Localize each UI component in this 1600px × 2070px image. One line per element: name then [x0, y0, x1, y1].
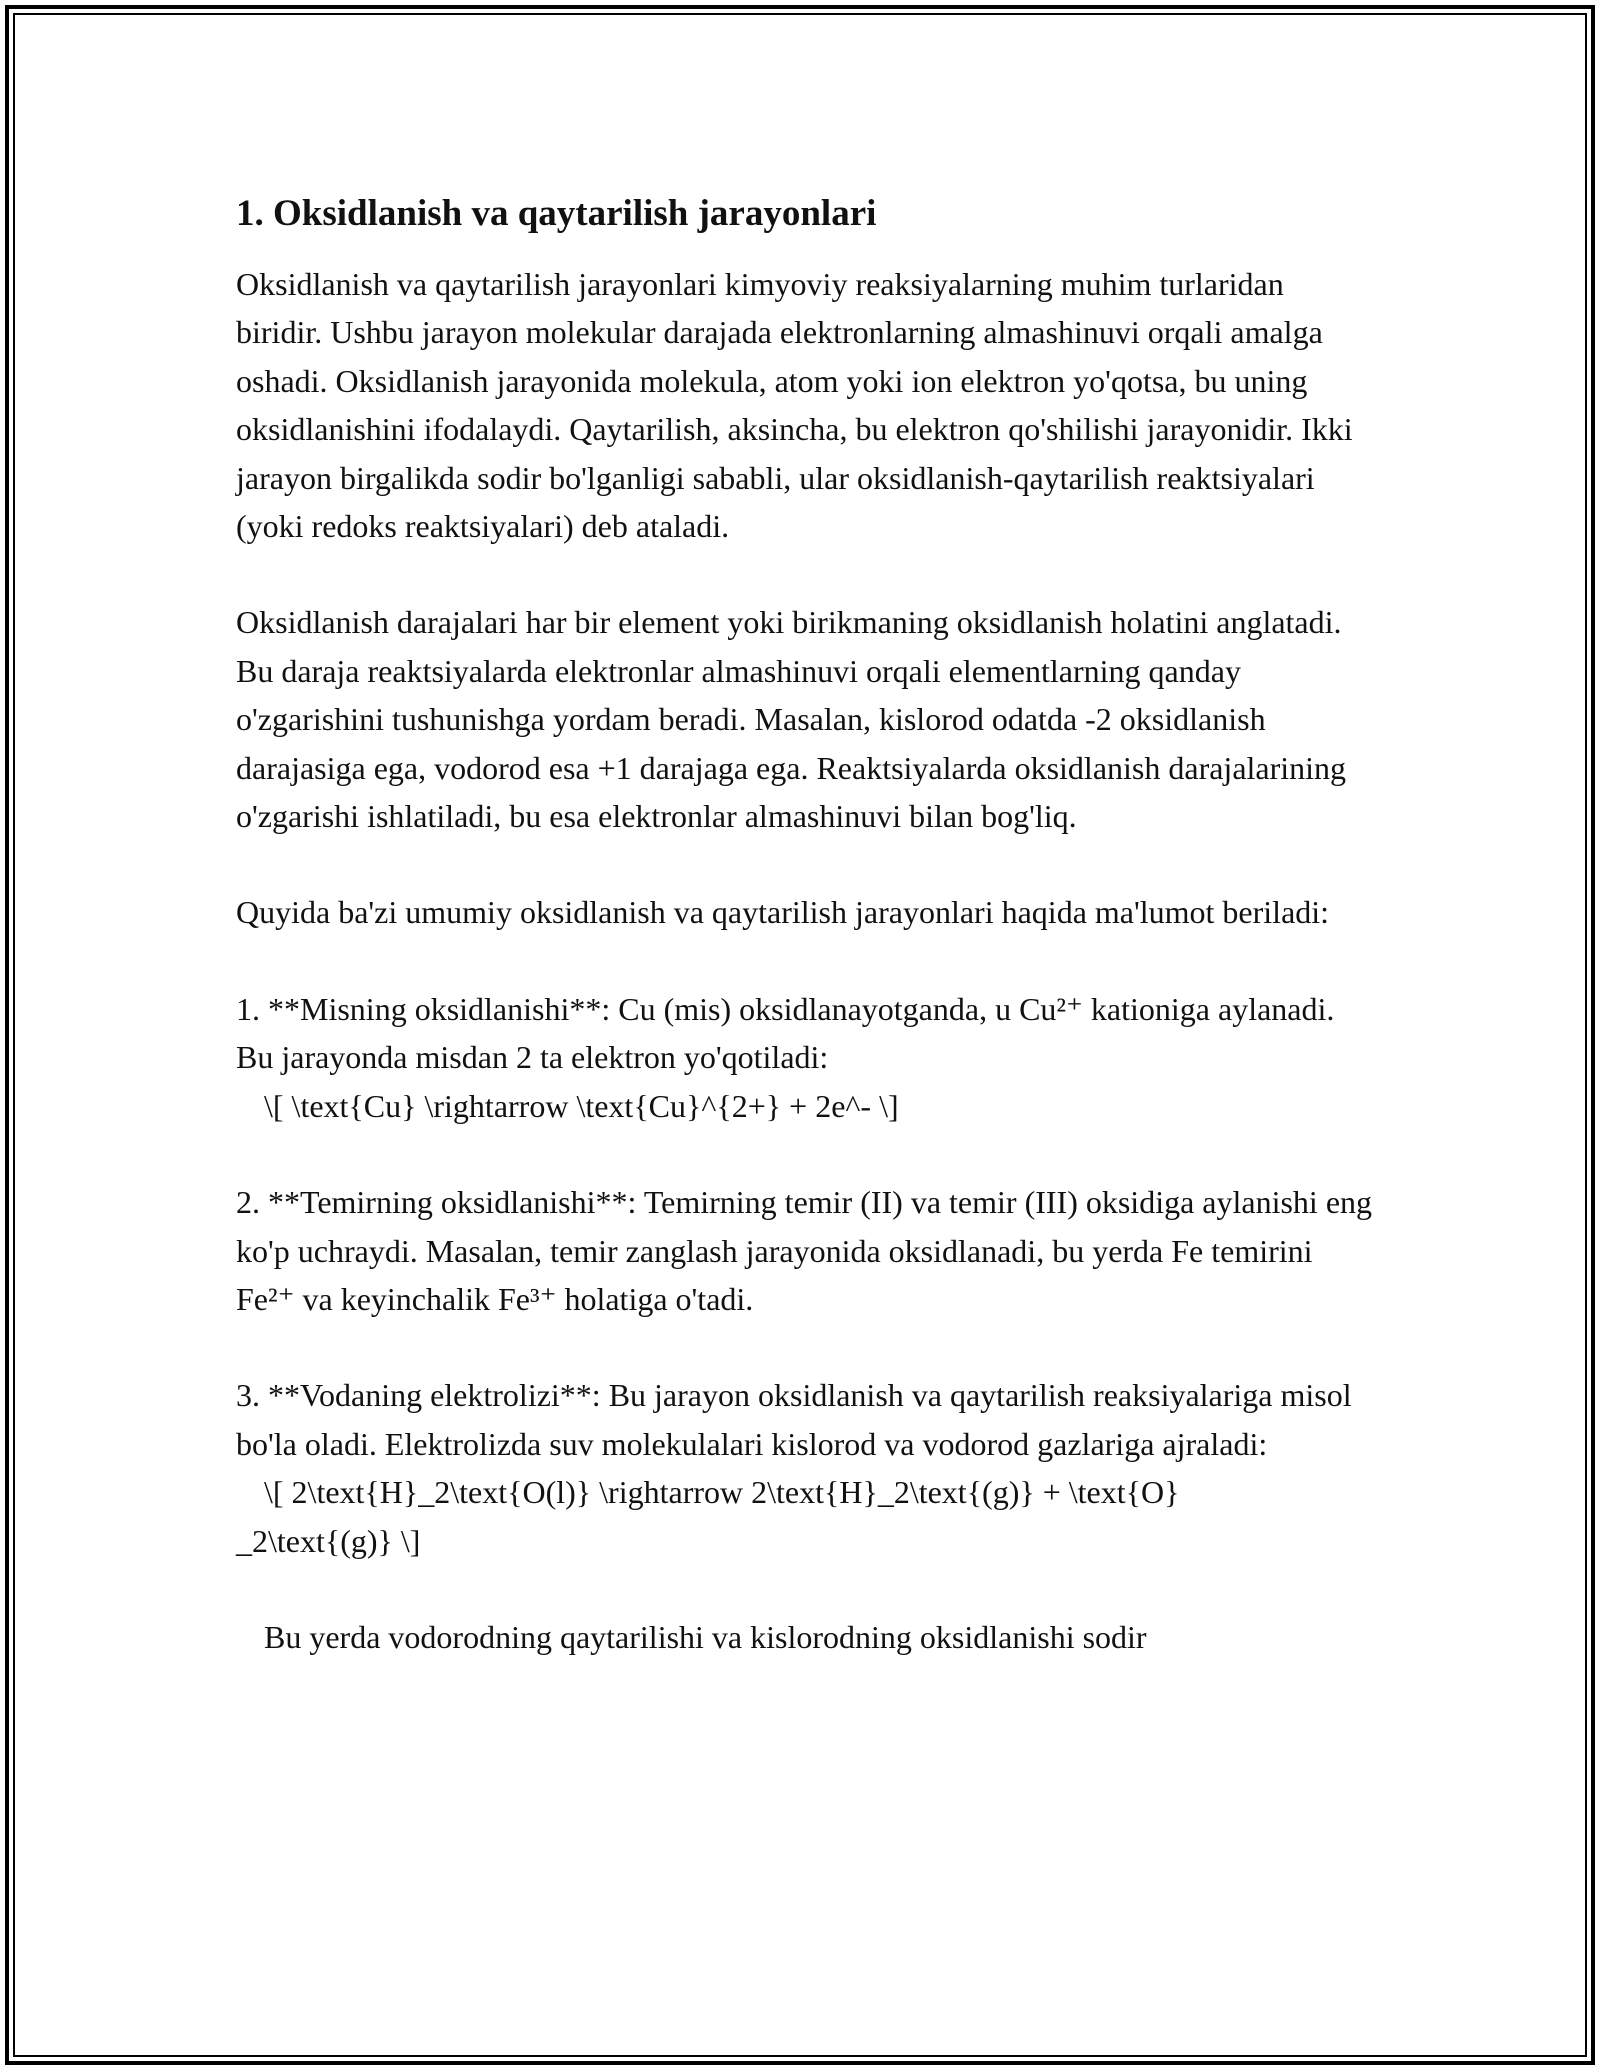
intro-paragraph: Oksidlanish va qaytarilish jarayonlari kimyoviy reaksiyalarning muhim turlaridan biridir. Ushbu jarayon molekular darajada elektronlarning almashinuvi orqali amalga oshadi. Oksidlanish jarayonida molekula, atom yoki ion elektron yo'qotsa, bu uning oksidlanishini ifodalaydi. Qaytarilish, aksincha, bu elektron qo'shilishi jarayonidir. Ikki jarayon birgalikda sodir bo'lganligi sababli, ular oksidlanish-qaytarilish reaktsiyalari (yoki redoks reaktsiyalari) deb ataladi. — [236, 266, 1361, 545]
list-item-text: 2. **Temirning oksidlanishi**: Temirning temir (II) va temir (III) oksidiga aylanishi eng ko'p uchraydi. Masalan, temir zanglash jarayonida oksidlanadi, bu yerda Fe temirini Fe²⁺ va keyinchalik Fe³⁺ holatiga o'tadi. — [236, 1184, 1381, 1317]
list-item-copper — [236, 985, 1376, 1130]
list-item-text: 1. **Misning oksidlanishi**: Cu (mis) oksidlanayotganda, u Cu²⁺ kationiga aylanadi. Bu jarayonda misdan 2 ta elektron yo'qotiladi: — [236, 990, 1343, 1076]
paragraph-gap — [236, 550, 1376, 598]
list-item-iron — [236, 1178, 1381, 1323]
list-item-text: 3. **Vodaning elektrolizi**: Bu jarayon oksidlanish va qaytarilish reaksiyalariga misol bo'la oladi. Elektrolizda suv molekulalari kislorod va vodorod gazlariga ajraladi: — [236, 1377, 1360, 1462]
copper-formula: \[ \text{Cu} \rightarrow \text{Cu}^{2+} + 2e^- \] — [264, 1087, 899, 1124]
electrolysis-formula-line-2: _2\text{(g)} \] — [236, 1522, 421, 1559]
section-heading: 1. Oksidlanish va qaytarilish jarayonlari — [236, 193, 877, 234]
electrolysis-formula-line-1: \[ 2\text{H}_2\text{O(l)} \rightarrow 2\text{H}_2\text{(g)} + \text{O} — [264, 1474, 1180, 1511]
paragraph-gap — [236, 1565, 1376, 1613]
document-body — [236, 190, 1381, 1661]
electrolysis-note: Bu yerda vodorodning qaytarilishi va kislorodning oksidlanishi sodir — [264, 1618, 1147, 1655]
list-intro-paragraph: Quyida ba'zi umumiy oksidlanish va qaytarilish jarayonlari haqida ma'lumot beriladi: — [236, 894, 1330, 931]
paragraph-gap — [236, 840, 1376, 888]
oxidation-states-paragraph: Oksidlanish darajalari har bir element yoki birikmaning oksidlanish holatini anglatadi. Bu daraja reaktsiyalarda elektronlar almashinuvi orqali elementlarning qanday o'zgarishini tushunishga yordam beradi. Masalan, kislorod odatda -2 oksidlanish darajasiga ega, vodorod esa +1 darajaga ega. Reaktsiyalarda oksidlanish darajalarining o'zgarishi ishlatiladi, bu esa elektronlar almashinuvi bilan bog'liq. — [236, 604, 1355, 835]
paragraph-gap — [236, 1130, 1376, 1178]
list-item-electrolysis — [236, 1371, 1376, 1661]
paragraph-gap — [236, 937, 1376, 985]
paragraph-gap — [236, 1323, 1376, 1371]
